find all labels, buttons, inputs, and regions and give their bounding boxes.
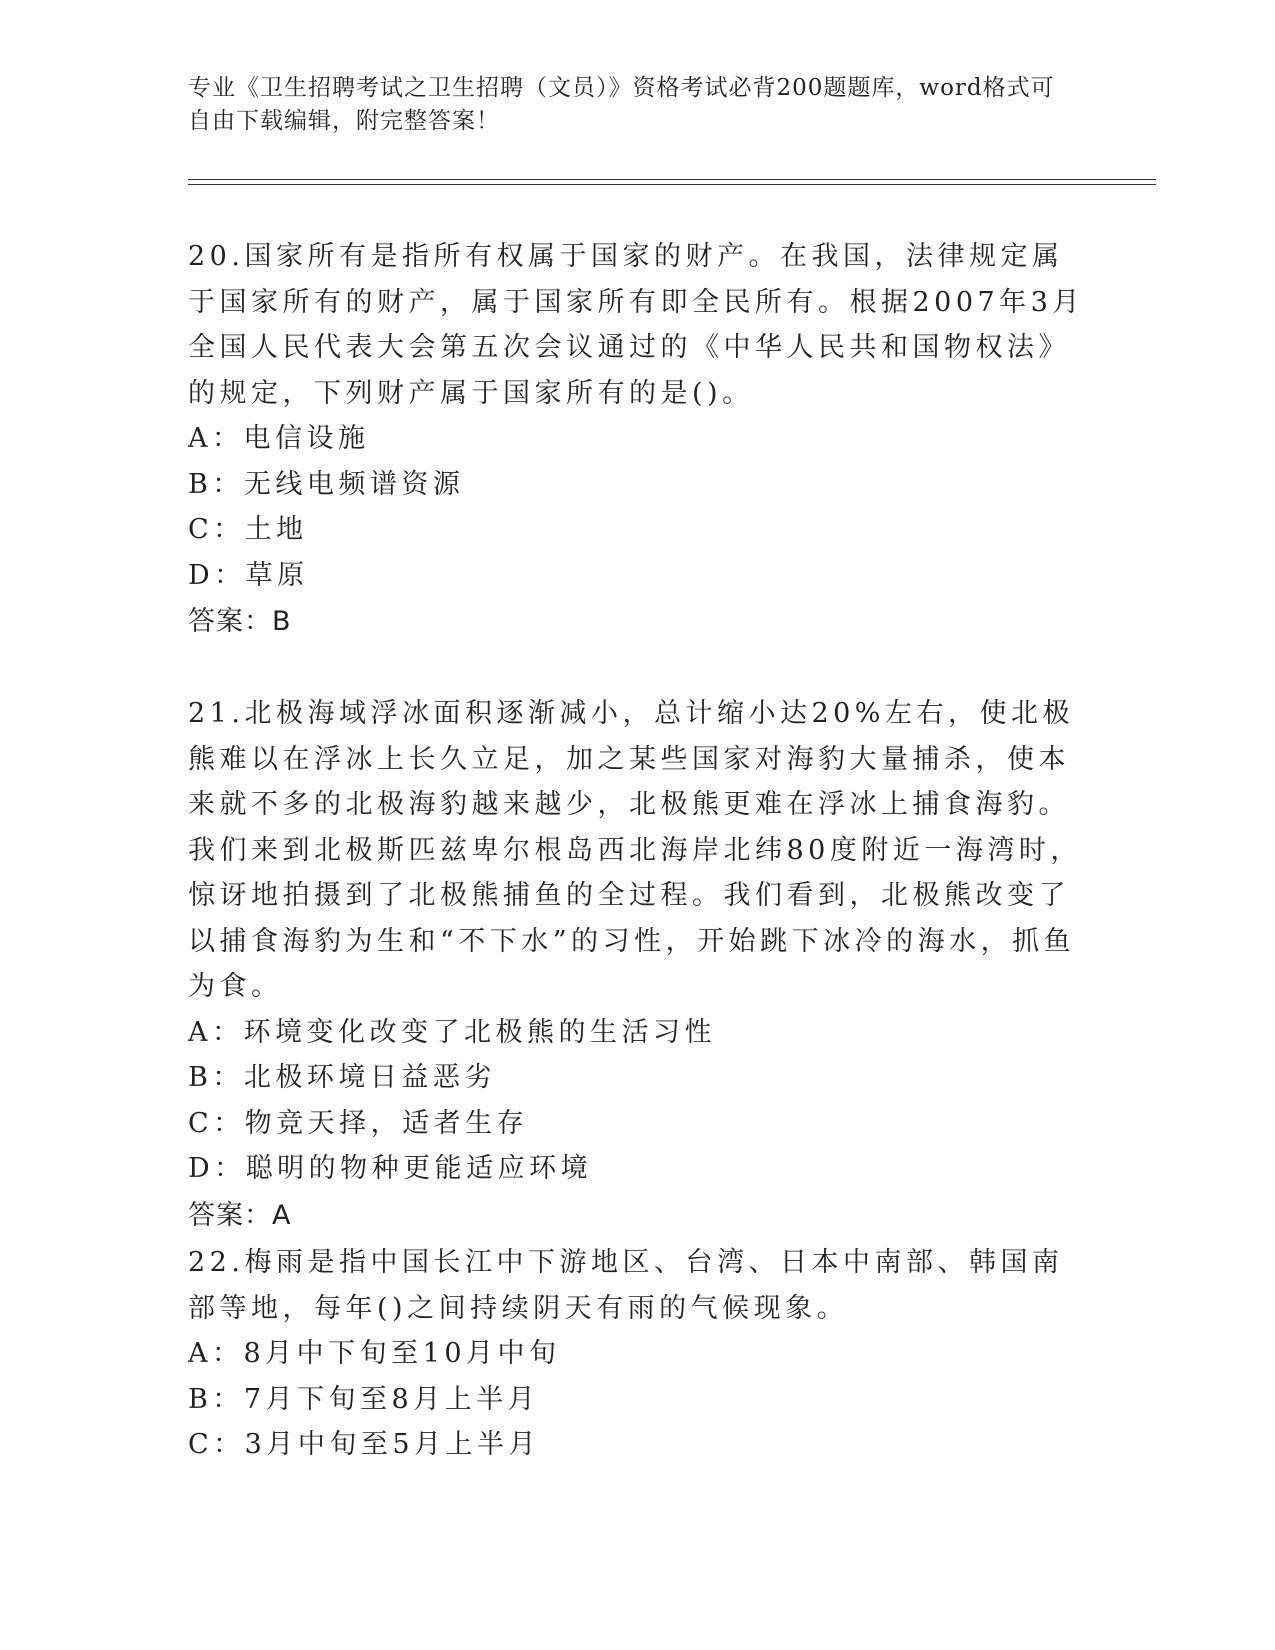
question-stem: 20.国家所有是指所有权属于国家的财产。在我国，法律规定属于国家所有的财产，属于国家所有即全民所有。根据2007年3月全国人民代表大会第五次会议通过的《中华人民共和国物权法》的规定，下列财产属于国家所有的是()。 [188, 241, 1084, 409]
question-stem: 22.梅雨是指中国长江中下游地区、台湾、日本中南部、韩国南部等地，每年()之间持续阴天有雨的气候现象。 [188, 1247, 1064, 1324]
option-c: C：土地 [188, 514, 308, 545]
option-d: D：聪明的物种更能适应环境 [188, 1153, 593, 1184]
option-a: A：电信设施 [188, 423, 370, 454]
option-a: A：8月中下旬至10月中旬 [188, 1338, 561, 1369]
option-c: C：3月中旬至5月上半月 [188, 1429, 541, 1460]
option-b: B：无线电频谱资源 [188, 468, 465, 500]
option-c: C：物竞天择，适者生存 [188, 1107, 529, 1139]
question-stem: 21.北极海域浮冰面积逐渐减小，总计缩小达20%左右，使北极熊难以在浮冰上长久立足，加之某些国家对海豹大量捕杀，使本来就不多的北极海豹越来越少，北极熊更难在浮冰上捕食海豹。我们来到北极斯匹兹卑尔根岛西北海岸北纬80度附近一海湾时，惊讶地拍摄到了北极熊捕鱼的全过程。我们看到，北极熊改变了以捕食海豹为生和“不下水”的习性，开始跳下冰冷的海水，抓鱼为食。 [188, 698, 1082, 1002]
document-header: 专业《卫生招聘考试之卫生招聘（文员）》资格考试必背200题题库，word格式可自由下载编辑，附完整答案！ [188, 75, 1055, 134]
option-b: B：7月下旬至8月上半月 [188, 1383, 540, 1415]
question-21 [188, 691, 1088, 1239]
header-rule-bottom [188, 184, 1156, 185]
answer: 答案：B [188, 606, 292, 637]
header-rule-top [188, 179, 1156, 180]
option-a: A：环境变化改变了北极熊的生活习性 [188, 1016, 716, 1048]
option-b: B：北极环境日益恶劣 [188, 1062, 496, 1093]
option-d: D：草原 [188, 559, 309, 591]
answer: 答案：A [188, 1199, 292, 1231]
question-22 [188, 1240, 1088, 1468]
question-20 [188, 234, 1088, 645]
